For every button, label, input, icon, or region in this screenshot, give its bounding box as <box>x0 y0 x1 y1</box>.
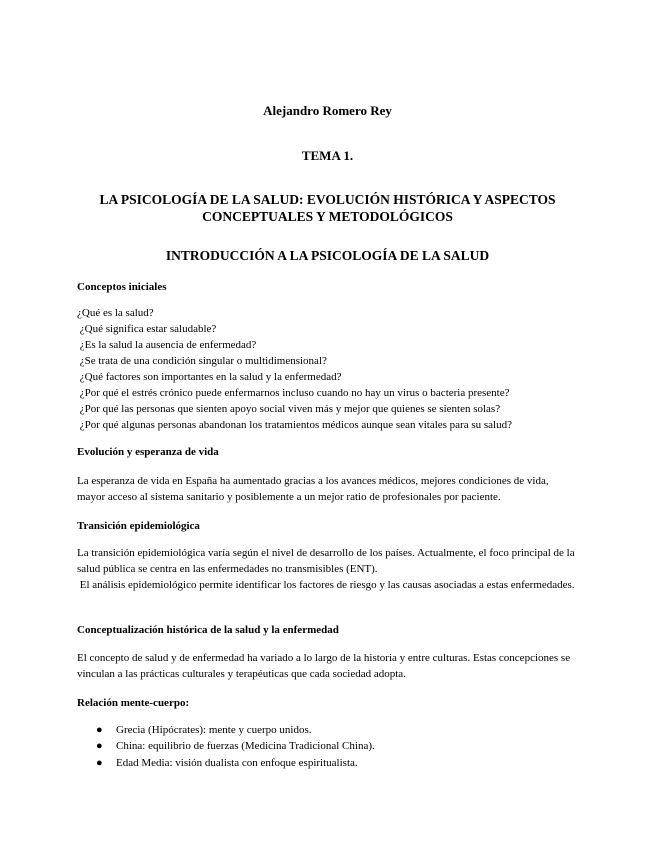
author-name: Alejandro Romero Rey <box>263 103 392 118</box>
list-item-text: China: equilibrio de fuerzas (Medicina Tradicional China). <box>116 740 375 753</box>
question-item: ¿Por qué el estrés crónico puede enfermarnos incluso cuando no hay un virus o bacteria presente? <box>77 387 510 399</box>
section-heading-transicion: Transición epidemiológica <box>77 520 200 532</box>
question-item: ¿Qué es la salud? <box>77 307 154 319</box>
question-item: ¿Es la salud la ausencia de enfermedad? <box>77 339 257 351</box>
paragraph-conceptualizacion: El concepto de salud y de enfermedad ha variado a lo largo de la historia y entre culturas. Estas concepciones se vinculan a las prácticas culturales y terapéuticas que cada sociedad adopta. <box>77 652 571 680</box>
paragraph-evolucion: La esperanza de vida en España ha aumentado gracias a los avances médicos, mejores condiciones de vida, mayor acceso al sistema sanitario y posiblemente a un mejor ratio de profesionales por paciente. <box>77 475 549 503</box>
section-heading-conceptos: Conceptos iniciales <box>77 281 167 293</box>
list-item <box>96 755 375 771</box>
bullet-icon: ● <box>96 724 103 736</box>
bullet-list <box>96 722 375 771</box>
chapter-number: TEMA 1. <box>301 148 354 163</box>
intro-heading: INTRODUCCIÓN A LA PSICOLOGÍA DE LA SALUD <box>165 248 490 263</box>
question-item: ¿Por qué algunas personas abandonan los tratamientos médicos aunque sean vitales para su salud? <box>77 419 512 431</box>
section-heading-relacion: Relación mente-cuerpo: <box>77 697 190 709</box>
list-item <box>96 738 375 754</box>
questions-list <box>77 305 512 433</box>
bullet-icon: ● <box>96 756 103 769</box>
section-heading-evolucion: Evolución y esperanza de vida <box>77 446 219 458</box>
question-item: ¿Por qué las personas que sienten apoyo social viven más y mejor que quienes se sienten solas? <box>77 403 501 415</box>
question-item: ¿Qué factores son importantes en la salud y la enfermedad? <box>77 371 342 383</box>
list-item <box>96 722 375 738</box>
section-heading-conceptualizacion: Conceptualización histórica de la salud y la enfermedad <box>77 624 339 636</box>
paragraph-transicion-2: El análisis epidemiológico permite identificar los factores de riesgo y las causas asociadas a estas enfermedades. <box>77 579 575 591</box>
bullet-icon: ● <box>96 740 103 753</box>
question-item: ¿Qué significa estar saludable? <box>77 323 217 335</box>
chapter-title: LA PSICOLOGÍA DE LA SALUD: EVOLUCIÓN HISTÓRICA Y ASPECTOS CONCEPTUALES Y METODOLÓGICOS <box>99 192 556 224</box>
question-item: ¿Se trata de una condición singular o multidimensional? <box>77 355 327 367</box>
paragraph-transicion-1: La transición epidemiológica varía según el nivel de desarrollo de los países. Actualmente, el foco principal de la salud pública se centra en las enfermedades no transmisibles (ENT). <box>77 547 575 575</box>
list-item-text: Edad Media: visión dualista con enfoque espiritualista. <box>116 756 358 769</box>
list-item-text: Grecia (Hipócrates): mente y cuerpo unidos. <box>116 724 312 736</box>
